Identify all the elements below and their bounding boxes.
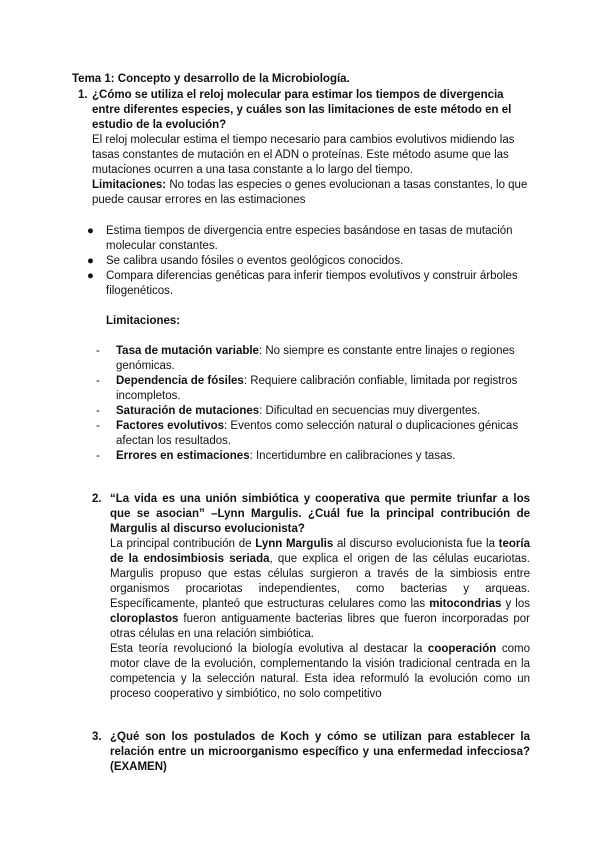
question-1 — [72, 88, 530, 208]
question-2-number: 2. — [92, 493, 102, 505]
list-item: - Dependencia de fósiles: Requiere calibración confiable, limitada por registros incompletos. — [96, 375, 518, 402]
question-1-text: ¿Cómo se utiliza el reloj molecular para estimar los tiempos de divergencia entre diferentes especies, y cuáles son las limitaciones de este método en el estudio de la evolución? — [92, 89, 512, 131]
question-2-text: “La vida es una unión simbiótica y cooperativa que permite triunfar a los que se asocian” –Lynn Margulis. ¿Cuál fue la principal contribución de Margulis al discurso evolucionista? — [110, 493, 530, 535]
list-item: - Tasa de mutación variable: No siempre es constante entre linajes o regiones genómicas. — [96, 345, 515, 372]
question-3 — [72, 730, 530, 775]
question-2-answer-paragraph-2: Esta teoría revolucionó la biología evolutiva al destacar la cooperación como motor clave de la evolución, complementando la visión tradicional centrada en la competencia y la selección natural. Esta idea reformuló la evolución como un proceso cooperativo y simbiótico, no solo competitivo — [110, 643, 530, 700]
question-1-answer: El reloj molecular estima el tiempo necesario para cambios evolutivos midiendo las tasas constantes de mutación en el ADN o proteínas. Este método asume que las mutaciones ocurren a una tasa constante a lo largo del tiempo. — [92, 134, 515, 176]
list-item: - Factores evolutivos: Eventos como selección natural o duplicaciones génicas afectan los resultados. — [96, 420, 519, 447]
bullet-icon: ● — [87, 225, 94, 237]
list-item: ● Se calibra usando fósiles o eventos geológicos conocidos. — [87, 255, 404, 267]
list-item: ● Compara diferencias genéticas para inferir tiempos evolutivos y construir árboles filogenéticos. — [87, 270, 518, 297]
list-item: ● Estima tiempos de divergencia entre especies basándose en tasas de mutación molecular constantes. — [87, 225, 513, 252]
question-2-answer-paragraph-1: La principal contribución de Lynn Margulis al discurso evolucionista fue la teoría de la endosimbiosis seriada, que explica el origen de las células eucariotas. Margulis propuso que estas células surgieron a través de la simbiosis entre organismos procariotas independientes, como bacterias y arqueas. Específicamente, planteó que estructuras celulares como las mitocondrias y los cloroplastos fueron antiguamente bacterias libres que fueron incorporadas por otras células en una relación simbiótica. — [110, 538, 531, 640]
document-page — [72, 72, 530, 775]
question-3-number: 3. — [92, 731, 102, 743]
limitations-summary-text: No todas las especies o genes evolucionan a tasas constantes, lo que puede causar errores en las estimaciones — [92, 179, 528, 206]
question-1-limitations-summary — [92, 178, 530, 208]
question-1-number: 1. — [78, 89, 88, 101]
limitations-label: Limitaciones: — [92, 179, 167, 191]
list-item: - Errores en estimaciones: Incertidumbre en calibraciones y tasas. — [96, 450, 456, 462]
method-bullet-list — [72, 224, 530, 299]
document-title: Tema 1: Concepto y desarrollo de la Microbiología. — [72, 73, 350, 85]
bullet-icon: ● — [87, 270, 94, 282]
limitations-list — [72, 344, 530, 464]
question-3-text: ¿Qué son los postulados de Koch y cómo se utilizan para establecer la relación entre un microorganismo específico y una enfermedad infecciosa? (EXAMEN) — [110, 731, 530, 773]
list-item: - Saturación de mutaciones: Dificultad en secuencias muy divergentes. — [96, 405, 481, 417]
limitations-heading: Limitaciones: — [106, 315, 181, 327]
question-2 — [72, 492, 530, 702]
bullet-icon: ● — [87, 255, 94, 267]
